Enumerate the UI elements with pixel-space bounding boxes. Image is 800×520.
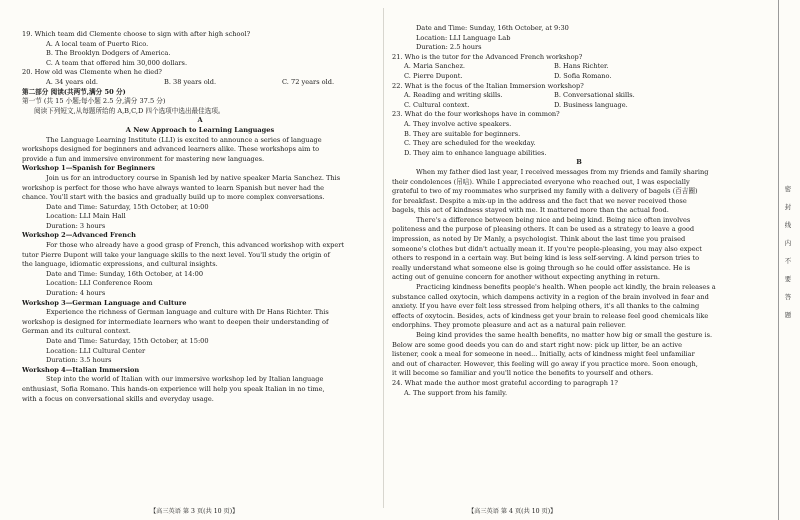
- text-line: tutor Pierre Dupont will take your language skills to the next level. You'll study the origin of: [22, 250, 330, 259]
- q20-option-b: B. 38 years old.: [164, 77, 217, 86]
- workshop-1-date: Date and Time: Saturday, 15th October, at 10:00: [46, 202, 209, 211]
- text-line: effects of oxytocin. Besides, acts of kindness get your brain to release feel good chemicals like: [392, 311, 709, 320]
- text-line: others to respond in a certain way. But being kind is less self-serving. A kind person tries to: [392, 254, 700, 263]
- seal-char: 要: [784, 275, 792, 283]
- q19-option-c: C. A team that offered him 30,000 dollars.: [46, 58, 188, 67]
- workshop-2-title: Workshop 2—Advanced French: [22, 231, 136, 240]
- binding-edge-line: [778, 0, 779, 520]
- question-20: [22, 68, 378, 87]
- passage-b-paragraph-1: [392, 168, 766, 216]
- text-line: When my father died last year, I received messages from my friends and family sharing: [416, 167, 709, 176]
- q19-stem: 19. Which team did Clemente choose to sign with after high school?: [22, 30, 251, 38]
- q20-option-a: A. 34 years old.: [46, 77, 99, 86]
- text-line: workshops designed for beginners and advanced learners alike. These workshops aim to: [22, 145, 320, 154]
- passage-b-paragraph-4: [392, 331, 766, 379]
- question-21: [392, 53, 766, 82]
- workshop-1-title: Workshop 1—Spanish for Beginners: [22, 164, 155, 173]
- text-line: workshop is designed for intermediate learners who want to deepen their understanding of: [22, 317, 329, 326]
- text-line: the language, idiomatic expressions, and cultural insights.: [22, 260, 218, 269]
- text-line: For those who already have a good grasp of French, this advanced workshop with expert: [46, 241, 345, 250]
- seal-char: 密: [784, 185, 792, 193]
- text-line: really understand what someone else is going through so he could offer assistance. He is: [392, 263, 691, 272]
- text-line: impression, as noted by Dr Manly, a psychologist. Think about the last time you praised: [392, 235, 686, 244]
- passage-a-title: A New Approach to Learning Languages: [125, 125, 275, 134]
- q23-option-a: A. They involve active speakers.: [404, 119, 512, 128]
- text-line: bagels, this act of kindness stayed with me. It mattered more than the actual food.: [392, 206, 669, 215]
- text-line: someone's clothes but didn't actually mean it. If you're people-pleasing, you may also expect: [392, 244, 702, 253]
- text-line: anxiety. If you have ever felt less stressed from helping others, it's all thanks to the calming: [392, 302, 700, 311]
- q22-option-b: B. Conversational skills.: [554, 91, 635, 100]
- workshop-3: [22, 299, 378, 366]
- seal-char: 封: [784, 203, 792, 211]
- q24-option-a: A. The support from his family.: [404, 388, 508, 397]
- workshop-4-date: Date and Time: Sunday, 16th October, at 9:30: [416, 24, 569, 32]
- q21-option-a: A. Maria Sanchez.: [404, 62, 466, 71]
- text-line: workshop is perfect for those who have always wanted to learn Spanish but never had the: [22, 183, 325, 192]
- passage-letter-b: B: [576, 158, 582, 167]
- text-line: with a focus on conversational skills and everyday usage.: [22, 394, 214, 403]
- text-line: substance called oxytocin, which dampens activity in a region of the brain involved in fear and: [392, 292, 709, 301]
- q21-option-d: D. Sofia Romano.: [554, 71, 612, 80]
- q21-option-c: C. Pierre Dupont.: [404, 71, 463, 80]
- text-line: Being kind provides the same health benefits, no matter how big or small the gesture is.: [416, 331, 713, 339]
- workshop-1-duration: Duration: 3 hours: [46, 221, 106, 230]
- text-line: acting out of genuine concern for another without expecting anything in return.: [392, 273, 660, 282]
- question-19: [22, 30, 378, 68]
- text-line: politeness and the purpose of pleasing others. It can be used as a strategy to leave a good: [392, 225, 695, 234]
- q19-option-a: A. A local team of Puerto Rico.: [46, 39, 149, 48]
- workshop-3-title: Workshop 3—German Language and Culture: [22, 298, 187, 307]
- q19-option-b: B. The Brooklyn Dodgers of America.: [46, 49, 171, 58]
- text-line: chance. You'll start with the basics and gradually build up to more complex conversations.: [22, 193, 325, 202]
- passage-a-intro: [22, 136, 378, 165]
- part-2-heading: 第二部分 阅读(共两节,满分 50 分): [22, 87, 126, 96]
- text-line: Step into the world of Italian with our immersive workshop led by Italian language: [46, 375, 324, 384]
- right-page: [384, 0, 770, 520]
- text-line: endorphins. They promote pleasure and act as a natural pain reliever.: [392, 321, 627, 330]
- question-24: [392, 379, 766, 398]
- workshop-4-duration: Duration: 2.5 hours: [416, 43, 482, 52]
- q24-stem: 24. What made the author most grateful according to paragraph 1?: [392, 378, 618, 387]
- reading-instruction: 阅读下列短文,从每题所给的 A,B,C,D 四个选项中选出最佳选项。: [34, 106, 225, 115]
- seal-char: 题: [784, 311, 792, 319]
- text-line: There's a difference between being nice and being kind. Being nice often involves: [416, 215, 691, 224]
- text-line: their condolences (吊唁). While I appreciated everyone who reached out, I was especially: [392, 177, 690, 186]
- q20-stem: 20. How old was Clemente when he died?: [22, 68, 162, 77]
- workshop-2-location: Location: LLI Conference Room: [46, 279, 153, 288]
- text-line: listener, cook a meal for someone in need... Initially, acts of kindness might feel unfamiliar: [392, 350, 695, 359]
- passage-b-paragraph-2: [392, 216, 766, 283]
- text-line: Experience the richness of German language and culture with Dr Hans Richter. This: [46, 308, 329, 317]
- q22-stem: 22. What is the focus of the Italian Immersion workshop?: [392, 81, 584, 90]
- q21-option-b: B. Hans Richter.: [554, 62, 609, 71]
- workshop-1: [22, 164, 378, 231]
- right-page-footer: 【高三英语 第 4 页(共 10 页)】: [468, 508, 557, 515]
- left-page-footer: 【高三英语 第 3 页(共 10 页)】: [150, 508, 239, 515]
- text-line: for breakfast. Despite a mix-up in the address and the fact that we never received those: [392, 196, 687, 205]
- q23-option-c: C. They are scheduled for the weekday.: [404, 139, 536, 148]
- text-line: Join us for an introductory course in Spanish led by native speaker Maria Sanchez. This: [46, 173, 341, 182]
- passage-letter-a: A: [197, 116, 203, 125]
- section-1-heading: 第一节 (共 15 小题;每小题 2.5 分,满分 37.5 分): [22, 97, 166, 106]
- question-23: [392, 110, 766, 158]
- seal-char: 答: [784, 293, 792, 301]
- workshop-4-location: Location: LLI Language Lab: [416, 33, 511, 42]
- question-22: [392, 82, 766, 111]
- text-line: provide a fun and immersive environment for mastering new languages.: [22, 154, 265, 163]
- text-line: and out of character. However, this feeling will go away if you practice more. Soon enough,: [392, 359, 698, 368]
- workshop-3-duration: Duration: 3.5 hours: [46, 356, 112, 365]
- seal-line-notice: [781, 180, 795, 324]
- text-line: German and its cultural context.: [22, 327, 131, 336]
- workshop-2-duration: Duration: 4 hours: [46, 289, 106, 298]
- q20-option-c: C. 72 years old.: [282, 77, 335, 86]
- workshop-2: [22, 231, 378, 298]
- text-line: The Language Learning Institute (LLI) is excited to announce a series of language: [46, 135, 322, 144]
- text-line: it will become so familiar and you'll notice the benefits to yourself and others.: [392, 369, 654, 378]
- seal-char: 内: [784, 239, 792, 247]
- seal-char: 线: [784, 221, 792, 229]
- q22-option-c: C. Cultural context.: [404, 100, 470, 109]
- q21-stem: 21. Who is the tutor for the Advanced French workshop?: [392, 52, 583, 61]
- workshop-3-date: Date and Time: Saturday, 15th October, at 15:00: [46, 337, 209, 345]
- text-line: Practicing kindness benefits people's health. When people act kindly, the brain releases a: [416, 283, 716, 292]
- q22-option-d: D. Business language.: [554, 100, 628, 109]
- workshop-1-location: Location: LLI Main Hall: [46, 212, 126, 221]
- seal-char: 不: [784, 257, 792, 265]
- text-line: enthusiast, Sofia Romano. This hands-on experience will help you speak Italian in no time,: [22, 384, 325, 393]
- text-line: grateful to two of my roommates who surprised my family with a delivery of bagels (百吉圈): [392, 187, 698, 196]
- workshop-3-location: Location: LLI Cultural Center: [46, 346, 146, 355]
- q23-option-d: D. They aim to enhance language abilities.: [404, 148, 547, 157]
- left-page: [0, 0, 382, 520]
- q23-stem: 23. What do the four workshops have in common?: [392, 110, 560, 119]
- workshop-4: [22, 366, 378, 404]
- text-line: Below are some good deeds you can do and start right now: pick up litter, be an active: [392, 340, 682, 349]
- passage-b-paragraph-3: [392, 283, 766, 331]
- workshop-4-title: Workshop 4—Italian Immersion: [22, 365, 140, 374]
- q22-option-a: A. Reading and writing skills.: [404, 91, 503, 100]
- q23-option-b: B. They are suitable for beginners.: [404, 129, 521, 138]
- workshop-2-date: Date and Time: Sunday, 16th October, at 14:00: [46, 269, 204, 278]
